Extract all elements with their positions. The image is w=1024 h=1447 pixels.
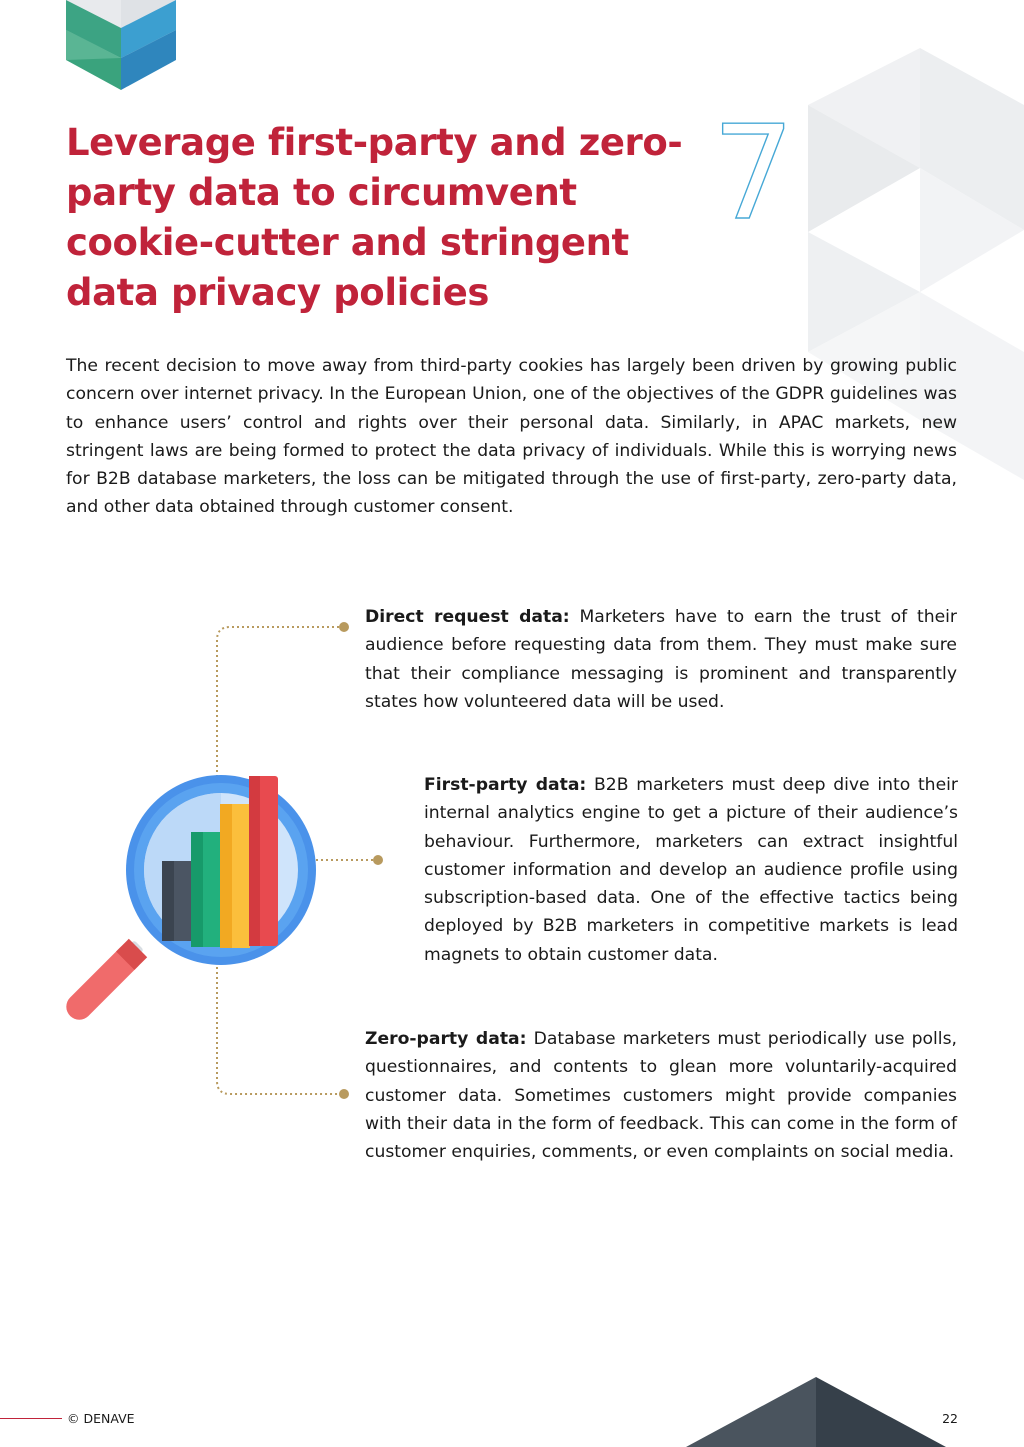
item-first-party-data	[424, 771, 958, 969]
title-line: data privacy policies	[66, 271, 490, 314]
title-line: cookie-cutter and stringent	[66, 221, 629, 264]
item-heading: First-party data:	[424, 775, 587, 795]
item-heading: Direct request data:	[365, 607, 570, 627]
item-text: Marketers have to earn the trust of their audience before requesting data from them. They must make sure that their compliance messaging is prominent and transparently states how volunteered data will be used.	[365, 607, 957, 712]
page-number: 22	[942, 1411, 958, 1426]
title-line: Leverage first-party and zero-	[66, 121, 683, 164]
page-title	[66, 118, 686, 318]
item-text: Database marketers must periodically use polls, questionnaires, and contents to glean more voluntarily-acquired customer data. Sometimes customers might provide companies with their data in the form of feedback. This can come in the form of customer enquiries, comments, or even complaints on social media.	[365, 1029, 957, 1163]
item-heading: Zero-party data:	[365, 1029, 527, 1049]
cube-logo-icon	[66, 0, 176, 90]
section-number: 7	[712, 97, 795, 249]
magnifier-chart-icon	[61, 775, 316, 1025]
item-direct-request-data	[365, 603, 957, 716]
title-line: party data to circumvent	[66, 171, 577, 214]
item-zero-party-data	[365, 1025, 957, 1166]
item-text: B2B marketers must deep dive into their internal analytics engine to get a picture of their audience’s behaviour. Furthermore, marketers can extract insightful customer information and develop an audience profile using subscription-based data. One of the effective tactics being deployed by B2B marketers in competitive markets is lead magnets to obtain customer data.	[424, 775, 958, 965]
footer-divider	[0, 1418, 62, 1419]
intro-paragraph: The recent decision to move away from third-party cookies has largely been driven by growing public concern over internet privacy. In the European Union, one of the objectives of the GDPR guidelines was to enhance users’ control and rights over their personal data. Similarly, in APAC markets, new stringent laws are being formed to protect the data privacy of individuals. While this is worrying news for B2B database marketers, the loss can be mitigated through the use of first-party, zero-party data, and other data obtained through customer consent.	[66, 356, 957, 518]
footer-triangle	[686, 1377, 946, 1447]
footer-copyright: © DENAVE	[67, 1411, 135, 1426]
